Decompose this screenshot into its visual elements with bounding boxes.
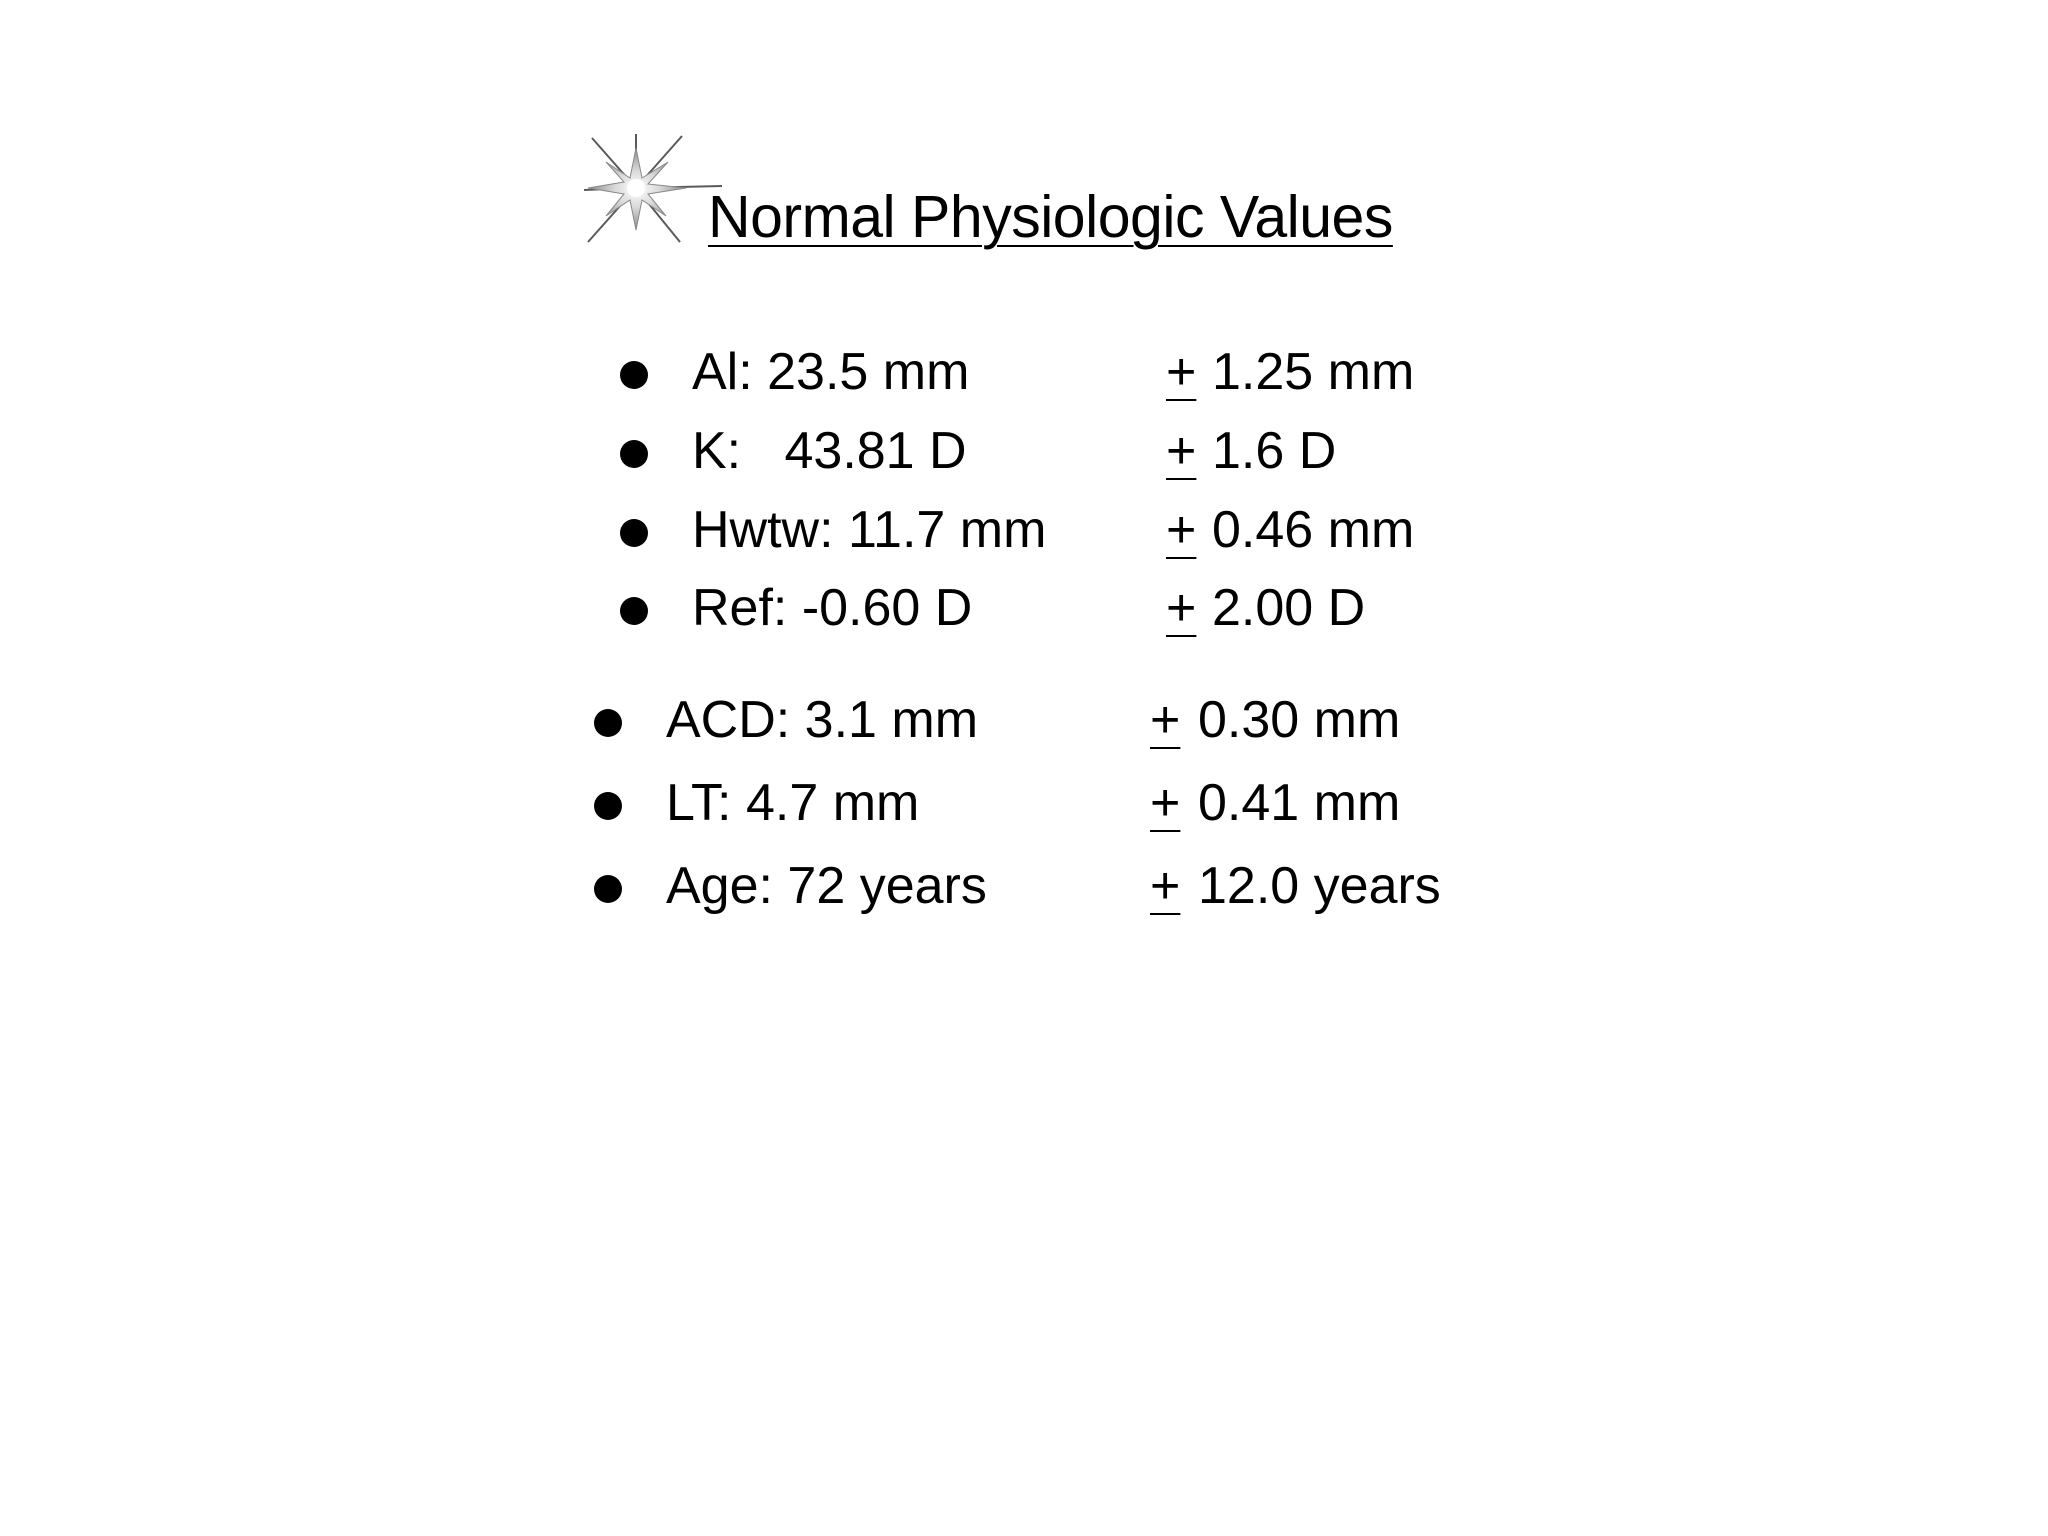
plus-minus-symbol: + — [1150, 774, 1181, 832]
tolerance-value: 0.46 mm — [1212, 501, 1415, 559]
tolerance-value: 2.00 D — [1212, 579, 1366, 637]
bullet-icon — [594, 792, 622, 820]
page-title: Normal Physiologic Values — [708, 184, 1393, 250]
bullet-icon — [620, 440, 648, 468]
tolerance-value: 0.41 mm — [1198, 774, 1401, 832]
value-label: Al: 23.5 mm — [692, 343, 970, 401]
plus-minus-symbol: + — [1166, 422, 1197, 480]
bullet-icon — [620, 361, 648, 389]
value-label: Ref: -0.60 D — [692, 579, 973, 637]
tolerance-value: 1.6 D — [1212, 422, 1337, 480]
bullet-icon — [594, 875, 622, 903]
value-label: Hwtw: 11.7 mm — [692, 501, 1047, 559]
bullet-icon — [620, 519, 648, 547]
plus-minus-symbol: + — [1150, 691, 1181, 749]
sparkle-star-icon — [584, 134, 724, 248]
value-label: K: 43.81 D — [692, 422, 967, 480]
plus-minus-symbol: + — [1166, 501, 1197, 559]
plus-minus-symbol: + — [1150, 857, 1181, 915]
tolerance-value: 1.25 mm — [1212, 343, 1415, 401]
bullet-icon — [594, 709, 622, 737]
value-label: Age: 72 years — [666, 857, 987, 915]
value-label: ACD: 3.1 mm — [666, 691, 979, 749]
value-label: LT: 4.7 mm — [666, 774, 920, 832]
tolerance-value: 12.0 years — [1198, 857, 1441, 915]
plus-minus-symbol: + — [1166, 343, 1197, 401]
tolerance-value: 0.30 mm — [1198, 691, 1401, 749]
bullet-icon — [620, 597, 648, 625]
plus-minus-symbol: + — [1166, 579, 1197, 637]
